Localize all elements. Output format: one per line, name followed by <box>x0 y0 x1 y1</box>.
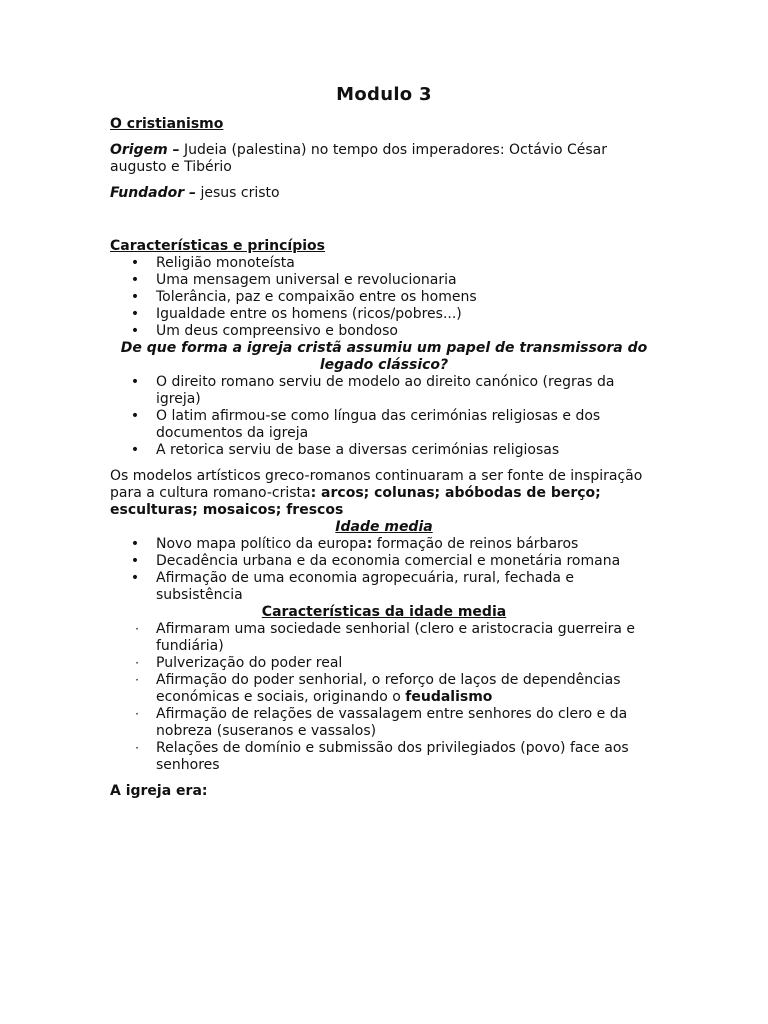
fundador-text: jesus cristo <box>196 185 280 201</box>
list-item: • Novo mapa político da europa: formação de reinos bárbaros <box>130 536 579 552</box>
origem-label: Origem – <box>110 142 180 158</box>
list-item: • O latim afirmou-se como língua das cerimónias religiosas e dos documentos da igreja <box>130 408 601 441</box>
list-item: • Afirmação de uma economia agropecuária, rural, fechada e subsistência <box>130 570 575 603</box>
modelos-paragraph <box>110 468 658 519</box>
bullet-icon: • <box>130 255 140 271</box>
dot-icon: · <box>135 741 139 755</box>
list-item: · Afirmação do poder senhorial, o reforço de laços de dependências económicas e sociais, originando o feudalismo <box>110 672 658 706</box>
list-item: • Um deus compreensivo e bondoso <box>130 323 398 339</box>
list-item: • Decadência urbana e da economia comercial e monetária romana <box>130 553 621 569</box>
closing-heading: A igreja era: <box>110 783 208 799</box>
list-item: • O direito romano serviu de modelo ao direito canónico (regras da igreja) <box>130 374 615 407</box>
origem-paragraph <box>110 142 658 176</box>
list-item: · Afirmaram uma sociedade senhorial (clero e aristocracia guerreira e fundiária) <box>110 621 658 655</box>
bullet-icon: • <box>130 408 140 424</box>
bullet-icon: • <box>130 272 140 288</box>
page-title: Modulo 3 <box>336 84 432 105</box>
legado-list <box>110 374 658 459</box>
caracteristicas-idade-media-list <box>110 621 658 774</box>
bullet-icon: • <box>130 306 140 322</box>
section-heading-idade-media: Idade media <box>335 519 433 535</box>
bullet-icon: • <box>130 374 140 390</box>
list-item: • Uma mensagem universal e revolucionaria <box>130 272 457 288</box>
bullet-icon: • <box>130 289 140 305</box>
modelos-bold-text: : arcos; colunas; abóbodas de berço; esculturas; mosaicos; frescos <box>110 485 601 518</box>
modelos-text: Os modelos artísticos greco-romanos continuaram a ser fonte de inspiração para a cultura romano-crista <box>110 468 643 501</box>
fundador-label: Fundador – <box>110 185 197 201</box>
question-heading: De que forma a igreja cristã assumiu um papel de transmissora do legado clássico? <box>120 340 648 373</box>
list-item: • A retorica serviu de base a diversas cerimónias religiosas <box>130 442 560 458</box>
list-item: · Afirmação de relações de vassalagem entre senhores do clero e da nobreza (suseranos e vassalos) <box>110 706 658 740</box>
list-item: • Tolerância, paz e compaixão entre os homens <box>130 289 477 305</box>
caracteristicas-list <box>110 255 658 340</box>
list-item: · Pulverização do poder real <box>110 655 658 672</box>
section-heading-caracteristicas-idade-media: Características da idade media <box>261 604 507 620</box>
bullet-icon: • <box>130 442 140 458</box>
dot-icon: · <box>135 673 139 687</box>
dot-icon: · <box>135 707 139 721</box>
bullet-icon: • <box>130 536 140 552</box>
dot-icon: · <box>135 622 139 636</box>
list-item: • Igualdade entre os homens (ricos/pobres...) <box>130 306 462 322</box>
section-heading-caracteristicas: Características e princípios <box>110 238 325 254</box>
list-item: · Relações de domínio e submissão dos privilegiados (povo) face aos senhores <box>110 740 658 774</box>
origem-text: Judeia (palestina) no tempo dos imperadores: Octávio César augusto e Tibério <box>110 142 607 175</box>
bullet-icon: • <box>130 553 140 569</box>
bullet-icon: • <box>130 570 140 586</box>
dot-icon: · <box>135 656 139 670</box>
section-heading-cristianismo: O cristianismo <box>110 116 224 132</box>
document-page <box>110 84 658 800</box>
bullet-icon: • <box>130 323 140 339</box>
idade-media-list <box>110 536 658 604</box>
fundador-paragraph <box>110 185 658 202</box>
list-item: • Religião monoteísta <box>130 255 295 271</box>
